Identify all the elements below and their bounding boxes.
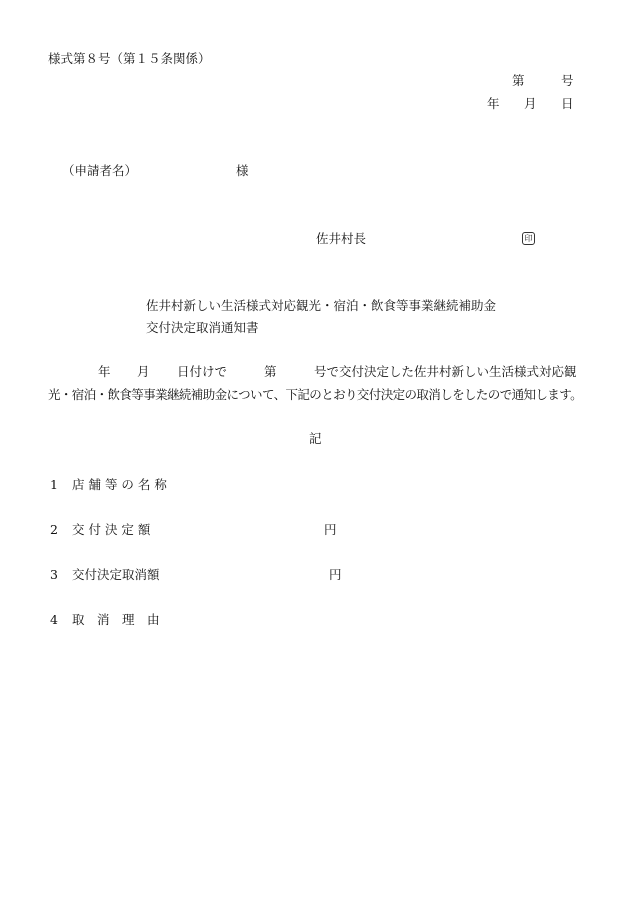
- item-3-number: 3: [50, 567, 58, 582]
- item-4-label: 取 消 理 由: [72, 612, 160, 627]
- addressee-label: （申請者名）: [62, 163, 138, 178]
- date-month: 月: [524, 96, 537, 111]
- item-1-number: 1: [50, 477, 58, 492]
- issuer-name: 佐井村長: [316, 231, 367, 246]
- item-4-number: 4: [50, 612, 58, 627]
- item-1-label: 店 舗 等 の 名 称: [72, 477, 167, 492]
- form-number: 様式第８号（第１５条関係）: [48, 51, 211, 66]
- body-dai: 第: [264, 364, 277, 379]
- body-day-suffix: 日付けで: [177, 364, 228, 379]
- date-day: 日: [561, 96, 574, 111]
- item-2-unit: 円: [324, 522, 337, 537]
- body-month: 月: [137, 364, 150, 379]
- title-line-2: 交付決定取消通知書: [146, 320, 259, 335]
- addressee-honorific: 様: [236, 163, 249, 178]
- item-3-unit: 円: [329, 567, 342, 582]
- seal-mark: 印: [522, 232, 535, 245]
- document-number-dai: 第: [512, 73, 525, 88]
- body-line-2: 光・宿泊・飲食等事業継続補助金について、下記のとおり交付決定の取消しをしたので通知します。: [48, 387, 583, 402]
- document-number-go: 号: [561, 73, 574, 88]
- item-2-label: 交 付 決 定 額: [72, 522, 151, 537]
- body-year: 年: [98, 364, 111, 379]
- ki-heading: 記: [309, 431, 322, 446]
- item-2-number: 2: [50, 522, 58, 537]
- body-line-1-rest: 号で交付決定した佐井村新しい生活様式対応観: [314, 364, 577, 379]
- item-3-label: 交付決定取消額: [72, 567, 160, 582]
- title-line-1: 佐井村新しい生活様式対応観光・宿泊・飲食等事業継続補助金: [146, 298, 497, 313]
- date-year: 年: [487, 96, 500, 111]
